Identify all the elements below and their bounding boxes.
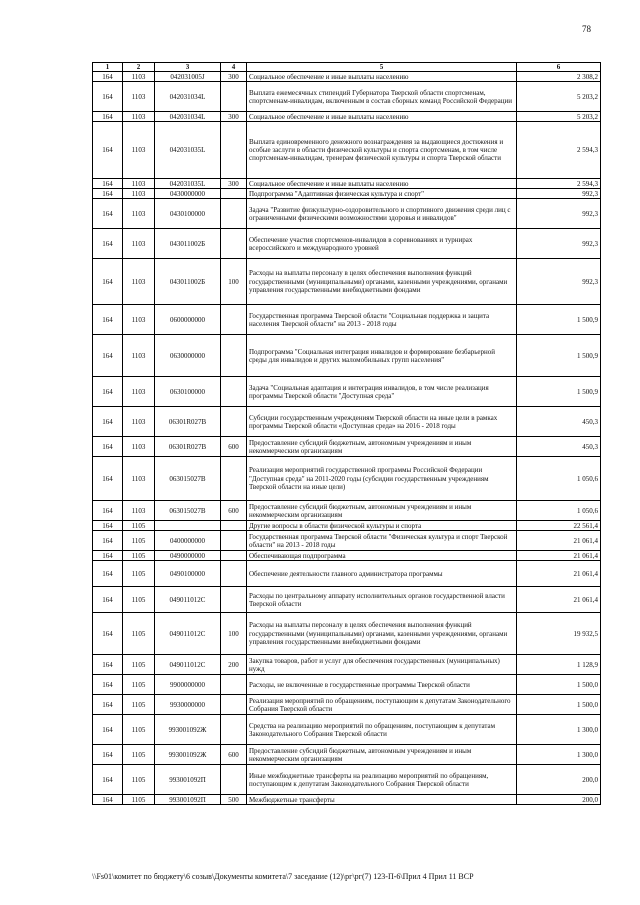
cell-expense-type: 200 bbox=[221, 655, 247, 675]
cell-section: 1103 bbox=[123, 377, 155, 407]
cell-target-article: 06301R027В bbox=[155, 407, 221, 437]
cell-expense-type bbox=[221, 189, 247, 199]
cell-expense-type bbox=[221, 715, 247, 745]
cell-amount: 1 500,0 bbox=[517, 695, 601, 715]
cell-description: Предоставление субсидий бюджетным, автономным учреждениям и иным некоммерческим организациям bbox=[247, 437, 517, 457]
cell-section: 1103 bbox=[123, 259, 155, 305]
cell-section: 1105 bbox=[123, 695, 155, 715]
cell-expense-type bbox=[221, 457, 247, 501]
table-header bbox=[93, 63, 601, 72]
table-row bbox=[93, 179, 601, 189]
table-row bbox=[93, 531, 601, 551]
cell-amount: 992,3 bbox=[517, 259, 601, 305]
cell-target-article: 0600000000 bbox=[155, 305, 221, 335]
cell-ministry: 164 bbox=[93, 122, 123, 179]
table-row bbox=[93, 745, 601, 765]
cell-ministry: 164 bbox=[93, 82, 123, 112]
cell-ministry: 164 bbox=[93, 335, 123, 377]
cell-amount: 1 050,6 bbox=[517, 501, 601, 521]
cell-amount: 21 061,4 bbox=[517, 531, 601, 551]
cell-ministry: 164 bbox=[93, 199, 123, 229]
cell-expense-type bbox=[221, 122, 247, 179]
cell-section: 1105 bbox=[123, 561, 155, 587]
cell-ministry: 164 bbox=[93, 437, 123, 457]
table-row bbox=[93, 613, 601, 655]
cell-target-article: 049011012С bbox=[155, 655, 221, 675]
cell-ministry: 164 bbox=[93, 501, 123, 521]
table-row bbox=[93, 199, 601, 229]
cell-target-article: 042031035L bbox=[155, 179, 221, 189]
cell-section: 1103 bbox=[123, 437, 155, 457]
cell-description: Расходы на выплаты персоналу в целях обеспечения выполнения функций государственными (муниципальными) органами, казенными учреждениями, органами управления государственными внебюджетными фондами bbox=[247, 613, 517, 655]
cell-description: Социальное обеспечение и иные выплаты населению bbox=[247, 112, 517, 122]
cell-section: 1103 bbox=[123, 229, 155, 259]
cell-description: Обеспечение участия спортсменов-инвалидов в соревнованиях и турнирах всероссийского и международного уровней bbox=[247, 229, 517, 259]
cell-section: 1103 bbox=[123, 199, 155, 229]
cell-description: Задача "Социальная адаптация и интеграция инвалидов, в том числе реализация программы Тверской области "Доступная среда" bbox=[247, 377, 517, 407]
cell-ministry: 164 bbox=[93, 189, 123, 199]
table-row bbox=[93, 335, 601, 377]
table-row bbox=[93, 377, 601, 407]
cell-ministry: 164 bbox=[93, 259, 123, 305]
header-cell-1: 1 bbox=[93, 63, 123, 72]
header-cell-2: 2 bbox=[123, 63, 155, 72]
cell-description: Реализация мероприятий по обращениям, поступающим к депутатам Законодательного Собрания Тверской области bbox=[247, 695, 517, 715]
cell-target-article: 043011002Б bbox=[155, 259, 221, 305]
cell-section: 1103 bbox=[123, 501, 155, 521]
header-cell-3: 3 bbox=[155, 63, 221, 72]
cell-amount: 450,3 bbox=[517, 407, 601, 437]
cell-target-article: 9900000000 bbox=[155, 675, 221, 695]
cell-ministry: 164 bbox=[93, 695, 123, 715]
table-row bbox=[93, 457, 601, 501]
cell-target-article: 042031035L bbox=[155, 122, 221, 179]
table-header-row bbox=[93, 63, 601, 72]
table-row bbox=[93, 765, 601, 795]
cell-section: 1105 bbox=[123, 655, 155, 675]
cell-ministry: 164 bbox=[93, 551, 123, 561]
budget-table bbox=[92, 62, 601, 805]
table-row bbox=[93, 229, 601, 259]
cell-target-article: 042031034L bbox=[155, 82, 221, 112]
cell-amount: 2 594,3 bbox=[517, 179, 601, 189]
cell-target-article: 0630000000 bbox=[155, 335, 221, 377]
cell-ministry: 164 bbox=[93, 521, 123, 531]
cell-ministry: 164 bbox=[93, 675, 123, 695]
table-row bbox=[93, 112, 601, 122]
cell-target-article: 043011002Б bbox=[155, 229, 221, 259]
cell-amount: 1 500,9 bbox=[517, 335, 601, 377]
table-row bbox=[93, 561, 601, 587]
cell-target-article: 042031005J bbox=[155, 72, 221, 82]
cell-description: Закупка товаров, работ и услуг для обеспечения государственных (муниципальных) нужд bbox=[247, 655, 517, 675]
cell-target-article: 0430100000 bbox=[155, 199, 221, 229]
cell-ministry: 164 bbox=[93, 377, 123, 407]
cell-section: 1103 bbox=[123, 407, 155, 437]
cell-section: 1105 bbox=[123, 521, 155, 531]
header-cell-5: 5 bbox=[247, 63, 517, 72]
table-row bbox=[93, 82, 601, 112]
table-row bbox=[93, 407, 601, 437]
cell-amount: 21 061,4 bbox=[517, 587, 601, 613]
header-cell-4: 4 bbox=[221, 63, 247, 72]
table-row bbox=[93, 587, 601, 613]
cell-target-article: 0430000000 bbox=[155, 189, 221, 199]
header-cell-6: 6 bbox=[517, 63, 601, 72]
cell-description: Государственная программа Тверской области "Социальная поддержка и защита населения Тверской области" на 2013 - 2018 годы bbox=[247, 305, 517, 335]
cell-expense-type bbox=[221, 377, 247, 407]
cell-target-article: 0490100000 bbox=[155, 561, 221, 587]
cell-target-article: 993001092П bbox=[155, 795, 221, 805]
table-row bbox=[93, 437, 601, 457]
cell-expense-type: 600 bbox=[221, 437, 247, 457]
cell-expense-type bbox=[221, 531, 247, 551]
cell-ministry: 164 bbox=[93, 745, 123, 765]
cell-section: 1105 bbox=[123, 551, 155, 561]
cell-description: Предоставление субсидий бюджетным, автономным учреждениям и иным некоммерческим организациям bbox=[247, 501, 517, 521]
cell-expense-type: 500 bbox=[221, 795, 247, 805]
cell-expense-type: 300 bbox=[221, 179, 247, 189]
cell-description: Обеспечивающая подпрограмма bbox=[247, 551, 517, 561]
cell-ministry: 164 bbox=[93, 72, 123, 82]
cell-amount: 1 500,0 bbox=[517, 675, 601, 695]
cell-target-article: 0400000000 bbox=[155, 531, 221, 551]
cell-amount: 200,0 bbox=[517, 765, 601, 795]
cell-target-article: 0630100000 bbox=[155, 377, 221, 407]
cell-expense-type bbox=[221, 305, 247, 335]
cell-expense-type bbox=[221, 675, 247, 695]
cell-section: 1103 bbox=[123, 122, 155, 179]
cell-amount: 5 203,2 bbox=[517, 82, 601, 112]
table-row bbox=[93, 122, 601, 179]
cell-target-article: 063015027В bbox=[155, 501, 221, 521]
cell-amount: 450,3 bbox=[517, 437, 601, 457]
cell-section: 1103 bbox=[123, 72, 155, 82]
cell-section: 1105 bbox=[123, 765, 155, 795]
cell-amount: 19 932,5 bbox=[517, 613, 601, 655]
cell-ministry: 164 bbox=[93, 765, 123, 795]
cell-target-article: 9930000000 bbox=[155, 695, 221, 715]
cell-description: Выплата ежемесячных стипендий Губернатора Тверской области спортсменам, спортсменам-инвалидам, включенным в состав сборных команд Российской Федерации bbox=[247, 82, 517, 112]
cell-expense-type bbox=[221, 335, 247, 377]
cell-expense-type bbox=[221, 551, 247, 561]
cell-description: Подпрограмма "Социальная интеграция инвалидов и формирование безбарьерной среды для инвалидов и других маломобильных групп населения" bbox=[247, 335, 517, 377]
cell-expense-type bbox=[221, 199, 247, 229]
cell-description: Социальное обеспечение и иные выплаты населению bbox=[247, 179, 517, 189]
cell-amount: 1 500,9 bbox=[517, 305, 601, 335]
cell-ministry: 164 bbox=[93, 655, 123, 675]
cell-section: 1105 bbox=[123, 795, 155, 805]
cell-amount: 2 308,2 bbox=[517, 72, 601, 82]
cell-description: Социальное обеспечение и иные выплаты населению bbox=[247, 72, 517, 82]
cell-section: 1105 bbox=[123, 587, 155, 613]
cell-section: 1103 bbox=[123, 305, 155, 335]
cell-ministry: 164 bbox=[93, 112, 123, 122]
cell-section: 1103 bbox=[123, 189, 155, 199]
cell-amount: 1 300,0 bbox=[517, 715, 601, 745]
cell-amount: 200,0 bbox=[517, 795, 601, 805]
cell-description: Выплата единовременного денежного вознаграждения за выдающиеся достижения и особые заслуги в области физической культуры и спорта спортсменам, в том числе спортсменам-инвалидам, тренерам физической культуры и спорта Тверской области bbox=[247, 122, 517, 179]
cell-section: 1103 bbox=[123, 179, 155, 189]
footer-path: \\Fs01\комитет по бюджету\6 созыв\Документы комитета\7 заседание (12)\рг\рг(7) 123-П-6\Прил 4 Прил 11 ВСР bbox=[92, 872, 474, 881]
cell-description: Межбюджетные трансферты bbox=[247, 795, 517, 805]
cell-expense-type bbox=[221, 587, 247, 613]
cell-target-article bbox=[155, 521, 221, 531]
cell-description: Государственная программа Тверской области "Физическая культура и спорт Тверской области" на 2013 - 2018 годы bbox=[247, 531, 517, 551]
cell-target-article: 049011012С bbox=[155, 613, 221, 655]
cell-description: Задача "Развитие физкультурно-оздоровительного и спортивного движения среди лиц с ограниченными физическими возможностями здоровья и инвалидов" bbox=[247, 199, 517, 229]
cell-description: Предоставление субсидий бюджетным, автономным учреждениям и иным некоммерческим организациям bbox=[247, 745, 517, 765]
table-row bbox=[93, 72, 601, 82]
cell-section: 1103 bbox=[123, 112, 155, 122]
cell-description: Расходы на выплаты персоналу в целях обеспечения выполнения функций государственными (муниципальными) органами, казенными учреждениями, органами управления государственными внебюджетными фондами bbox=[247, 259, 517, 305]
cell-amount: 992,3 bbox=[517, 229, 601, 259]
cell-section: 1105 bbox=[123, 675, 155, 695]
cell-amount: 21 061,4 bbox=[517, 561, 601, 587]
cell-amount: 5 203,2 bbox=[517, 112, 601, 122]
table-body bbox=[93, 72, 601, 805]
cell-target-article: 0490000000 bbox=[155, 551, 221, 561]
cell-ministry: 164 bbox=[93, 457, 123, 501]
table-row bbox=[93, 501, 601, 521]
cell-description: Иные межбюджетные трансферты на реализацию мероприятий по обращениям, поступающим к депутатам Законодательного Собрания Тверской области bbox=[247, 765, 517, 795]
table-row bbox=[93, 259, 601, 305]
cell-ministry: 164 bbox=[93, 531, 123, 551]
cell-expense-type bbox=[221, 765, 247, 795]
cell-expense-type bbox=[221, 521, 247, 531]
cell-section: 1103 bbox=[123, 335, 155, 377]
cell-expense-type bbox=[221, 695, 247, 715]
cell-ministry: 164 bbox=[93, 305, 123, 335]
cell-expense-type: 100 bbox=[221, 613, 247, 655]
cell-section: 1103 bbox=[123, 82, 155, 112]
cell-section: 1105 bbox=[123, 745, 155, 765]
table-row bbox=[93, 795, 601, 805]
cell-target-article: 049011012С bbox=[155, 587, 221, 613]
cell-expense-type bbox=[221, 407, 247, 437]
cell-target-article: 063015027В bbox=[155, 457, 221, 501]
cell-description: Средства на реализацию мероприятий по обращениям, поступающим к депутатам Законодательного Собрания Тверской области bbox=[247, 715, 517, 745]
cell-expense-type: 600 bbox=[221, 745, 247, 765]
cell-description: Обеспечение деятельности главного администратора программы bbox=[247, 561, 517, 587]
cell-expense-type bbox=[221, 561, 247, 587]
table-row bbox=[93, 189, 601, 199]
cell-ministry: 164 bbox=[93, 561, 123, 587]
cell-amount: 1 500,9 bbox=[517, 377, 601, 407]
cell-section: 1103 bbox=[123, 457, 155, 501]
cell-description: Реализация мероприятий государственной программы Российской Федерации "Доступная среда" на 2011-2020 годы (субсидии государственным учреждениям Тверской области на иные цели) bbox=[247, 457, 517, 501]
cell-section: 1105 bbox=[123, 715, 155, 745]
cell-expense-type: 300 bbox=[221, 112, 247, 122]
cell-expense-type: 100 bbox=[221, 259, 247, 305]
cell-amount: 992,3 bbox=[517, 189, 601, 199]
cell-amount: 22 561,4 bbox=[517, 521, 601, 531]
cell-amount: 1 300,0 bbox=[517, 745, 601, 765]
cell-ministry: 164 bbox=[93, 179, 123, 189]
cell-description: Расходы по центральному аппарату исполнительных органов государственной власти Тверской области bbox=[247, 587, 517, 613]
cell-expense-type bbox=[221, 229, 247, 259]
cell-expense-type bbox=[221, 82, 247, 112]
cell-target-article: 993001092Ж bbox=[155, 745, 221, 765]
table-row bbox=[93, 675, 601, 695]
cell-ministry: 164 bbox=[93, 587, 123, 613]
table-row bbox=[93, 521, 601, 531]
table-row bbox=[93, 715, 601, 745]
cell-description: Другие вопросы в области физической культуры и спорта bbox=[247, 521, 517, 531]
cell-amount: 21 061,4 bbox=[517, 551, 601, 561]
cell-expense-type: 600 bbox=[221, 501, 247, 521]
cell-ministry: 164 bbox=[93, 795, 123, 805]
cell-section: 1105 bbox=[123, 613, 155, 655]
cell-target-article: 042031034L bbox=[155, 112, 221, 122]
cell-amount: 992,3 bbox=[517, 199, 601, 229]
cell-target-article: 06301R027В bbox=[155, 437, 221, 457]
table-row bbox=[93, 655, 601, 675]
cell-ministry: 164 bbox=[93, 407, 123, 437]
cell-section: 1105 bbox=[123, 531, 155, 551]
cell-description: Подпрограмма "Адаптивная физическая культура и спорт" bbox=[247, 189, 517, 199]
cell-description: Расходы, не включенные в государственные программы Тверской области bbox=[247, 675, 517, 695]
cell-ministry: 164 bbox=[93, 613, 123, 655]
cell-amount: 1 050,6 bbox=[517, 457, 601, 501]
cell-target-article: 993001092Ж bbox=[155, 715, 221, 745]
table-row bbox=[93, 305, 601, 335]
page-number: 78 bbox=[582, 24, 591, 34]
cell-target-article: 993001092П bbox=[155, 765, 221, 795]
cell-expense-type: 300 bbox=[221, 72, 247, 82]
table-row bbox=[93, 551, 601, 561]
cell-amount: 1 128,9 bbox=[517, 655, 601, 675]
cell-ministry: 164 bbox=[93, 229, 123, 259]
cell-ministry: 164 bbox=[93, 715, 123, 745]
cell-description: Субсидии государственным учреждениям Тверской области на иные цели в рамках программы Тверской области «Доступная среда» на 2016 - 2018 годы bbox=[247, 407, 517, 437]
cell-amount: 2 594,3 bbox=[517, 122, 601, 179]
table-row bbox=[93, 695, 601, 715]
